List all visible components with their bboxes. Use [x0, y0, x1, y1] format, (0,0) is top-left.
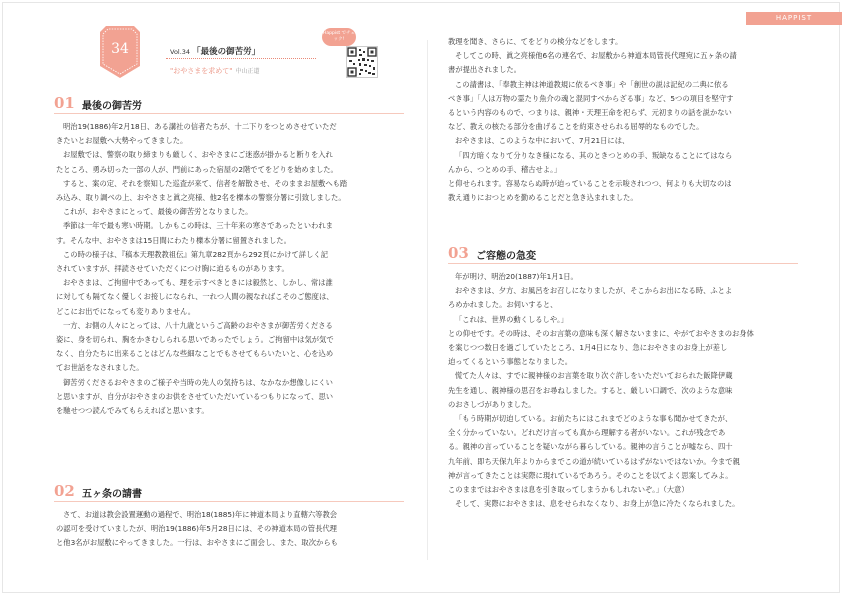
text-line: 九年前、即ち天保九年よりからまでこの道が続いているはずがないではないか。今まで親	[448, 456, 740, 466]
text-line: と他3名がお屋敷にやってきました。一行は、おやさまにご面会し、また、取次からも	[56, 538, 338, 548]
text-line: 季節は一年で最も寒い時期。しかもこの時は、三十年来の寒さであったといわれま	[63, 221, 333, 231]
text-line: 書が提出されました。	[448, 65, 521, 75]
article-title	[170, 45, 260, 57]
section-rule	[448, 263, 798, 264]
qr-code-icon[interactable]	[346, 46, 378, 78]
text-line: 「これは、世界の動くしるしや。」	[455, 314, 568, 324]
text-line: 一方、お側の人々にとっては、八十九歳というご高齢のおやさまが御苦労くださる	[63, 320, 333, 330]
text-line: 「もう時期が切迫している。お前たちにはこれまでどのような事も聞かせてきたが、	[455, 414, 733, 424]
text-line: そして、実際におやさまは、息をせられなくなり、お身上が急に冷たくなられました。	[455, 499, 740, 509]
section-01-body	[56, 120, 408, 418]
text-line: 教理を聞き、さらに、てをどりの検分などをします。	[448, 37, 623, 46]
article-subtitle	[170, 66, 259, 76]
section-rule	[54, 501, 404, 502]
section-title: 五ヶ条の請書	[82, 489, 142, 500]
section-rule	[54, 113, 404, 114]
section-number: 02	[54, 482, 75, 500]
text-line: と思いますが、自分がおやさまのお供をさせていただいているつもりになって、思い	[56, 391, 334, 401]
text-line: このままではおやさまは息を引き取ってしまうかもしれないぞ。」（大意）	[448, 485, 689, 495]
section-number: 03	[448, 244, 469, 262]
volume-badge	[100, 26, 140, 78]
text-line: おやさまは、このような中において、7月21日には、	[455, 136, 630, 146]
text-line: と仰せられます。容易ならぬ時が迫っていることを示唆されつつ、何よりも大切なのは	[448, 179, 732, 189]
text-line: るという内容のもので、つまりは、親神・天理王命を祀らず、元初まりの話を説かない	[448, 108, 732, 118]
text-line: 慌てた人々は、すでに親神様のお言葉を取り次ぐ許しをいただいておられた飯降伊蔵	[455, 371, 733, 381]
text-line: 教え通りにおつとめを勤めることだと急き込まれました。	[448, 193, 638, 203]
author-name: 中山正道	[235, 68, 260, 75]
section-number: 01	[54, 94, 75, 112]
article-title-text: 「最後の御苦労」	[192, 47, 261, 57]
text-line: さて、お道は教会設置運動の過程で、明治18(1885)年に神道本局より直轄六等教会	[63, 510, 338, 519]
text-line: たところ、勇み切った一部の人が、門前にあった宿屋の2階でてをどりを始めました。	[56, 164, 338, 174]
text-line: なく、自分たちに出来ることはどんな些細なことでもさせてもらいたいと、心を込め	[56, 349, 334, 359]
subtitle-text: "おやさまを求めて"	[170, 67, 233, 75]
brand-tag: HAPPIST	[746, 12, 842, 25]
text-line: る。親神の言っていることを疑いながら暮らしている。親神の言うことが嘘なら、四十	[448, 442, 733, 452]
text-line: 迫ってくるという事態となりました。	[448, 357, 573, 367]
text-line: の認可を受けていましたが、明治19(1886)年5月28日には、その神道本局の管長代理	[56, 524, 337, 534]
text-line: 姿に、身を切られ、胸をかきむしられる思いであったでしょう。ご拘留中は気が気で	[56, 335, 334, 345]
section-title: ご容態の急変	[476, 251, 536, 262]
text-line: す。そんな中、おやさまは15日間にわたり櫟本分署に留置されました。	[56, 235, 291, 245]
text-line: きたいとお屋敷へ大勢やってきました。	[56, 136, 188, 146]
text-line: を馳せつつ読んでみてもらえればと思います。	[56, 406, 209, 416]
column-divider	[427, 40, 428, 560]
text-line: に対しても隔てなく優しくお接しになられ、一れつ人間の親なればこそのご態度は、	[56, 292, 334, 302]
text-line: ろめかれました。お伺いすると、	[448, 300, 558, 310]
text-line: すると、案の定、それを察知した巡査が来て、信者を解散させ、そのままお屋敷へも踏	[63, 178, 348, 188]
text-line: との仰せです。その時は、そのお言葉の意味も深く解さないままに、やがておやさまのお身体	[448, 328, 754, 338]
section-02-body	[56, 508, 408, 551]
text-line: この時の様子は、『稿本天理教教祖伝』第九章282頁から292頁にかけて詳しく記	[63, 249, 328, 259]
text-line: んから、つとめの手、稽古せよ。」	[448, 164, 562, 174]
volume-number: 34	[111, 41, 129, 57]
text-line: を案じつつ数日を過ごしていたところ、1月4日になり、急におやさまのお身上が差し	[448, 343, 728, 353]
text-line: 明治19(1886)年2月18日、ある講社の信者たちが、十二下りをつとめさせていただ	[63, 122, 337, 131]
text-line: どこにお出でになっても変りありません。	[56, 306, 196, 316]
text-line: 御苦労くださるおやさまのご様子や当時の先人の気持ちは、なかなか想像しにくい	[63, 377, 333, 387]
text-line: これが、おやさまにとって、最後の御苦労となりました。	[63, 207, 253, 217]
text-line: おやさまは、夕方、お風呂をお召しになりましたが、そこからお出になる時、ふとよ	[455, 286, 733, 296]
text-line: 全く分かっていない。どれだけ言っても真から理解する者がいない。これが残念であ	[448, 428, 726, 438]
volume-label: Vol.34	[170, 48, 191, 56]
text-line: など、教えの核たる部分を曲げることを約束させられる屈辱的なものでした。	[448, 122, 704, 132]
text-line: そしてこの時、眞之亮様他6名の連名で、お屋敷から神道本局管長代理宛に五ヶ条の請	[455, 51, 737, 61]
text-line: されていますが、拝読させていただくにつけ胸に迫るものがあります。	[56, 264, 289, 274]
text-line: 先生を通し、親神様の思召をお尋ねしました。すると、厳しい口調で、次のような意味	[448, 385, 733, 395]
section-title: 最後の御苦労	[82, 101, 142, 112]
title-divider	[166, 58, 316, 59]
section-02-body-continued	[448, 35, 800, 205]
text-line: この請書は、「奉教主神は神道教規に依るべき事」や「創世の説は記紀の二典に依る	[455, 79, 729, 89]
text-line: 「四方暗くなりて分りなき様になる、其のときつとめの手、叛缺なることにてはなら	[455, 150, 733, 160]
text-line: 神が言ってきたことは実際に現れているであろう。そのことを以てよく思案してみよ。	[448, 470, 733, 480]
text-line: お屋敷では、警察の取り締まりも厳しく、おやさまにご迷惑が掛かると断りを入れ	[63, 150, 333, 160]
happist-bubble: Happist でチェック!	[322, 28, 356, 46]
text-line: 年が明け、明治20(1887)年1月1日。	[455, 272, 578, 281]
text-line: のおさしづがありました。	[448, 399, 536, 409]
text-line: てお世話をなされました。	[56, 363, 144, 373]
section-03-body	[448, 270, 800, 511]
text-line: おやさまは、ご拘留中であっても、理を示すべきときには毅然と、しかし、常は誰	[63, 278, 333, 288]
text-line: べき事」「人は万物の霊たり魚介の魂と混同すべからざる事」など、5つの項目を堅守す	[448, 93, 734, 103]
text-line: み込み、取り調べの上、おやさまと眞之亮様、他2名を櫟本の警察分署に引致しました。	[56, 193, 346, 203]
